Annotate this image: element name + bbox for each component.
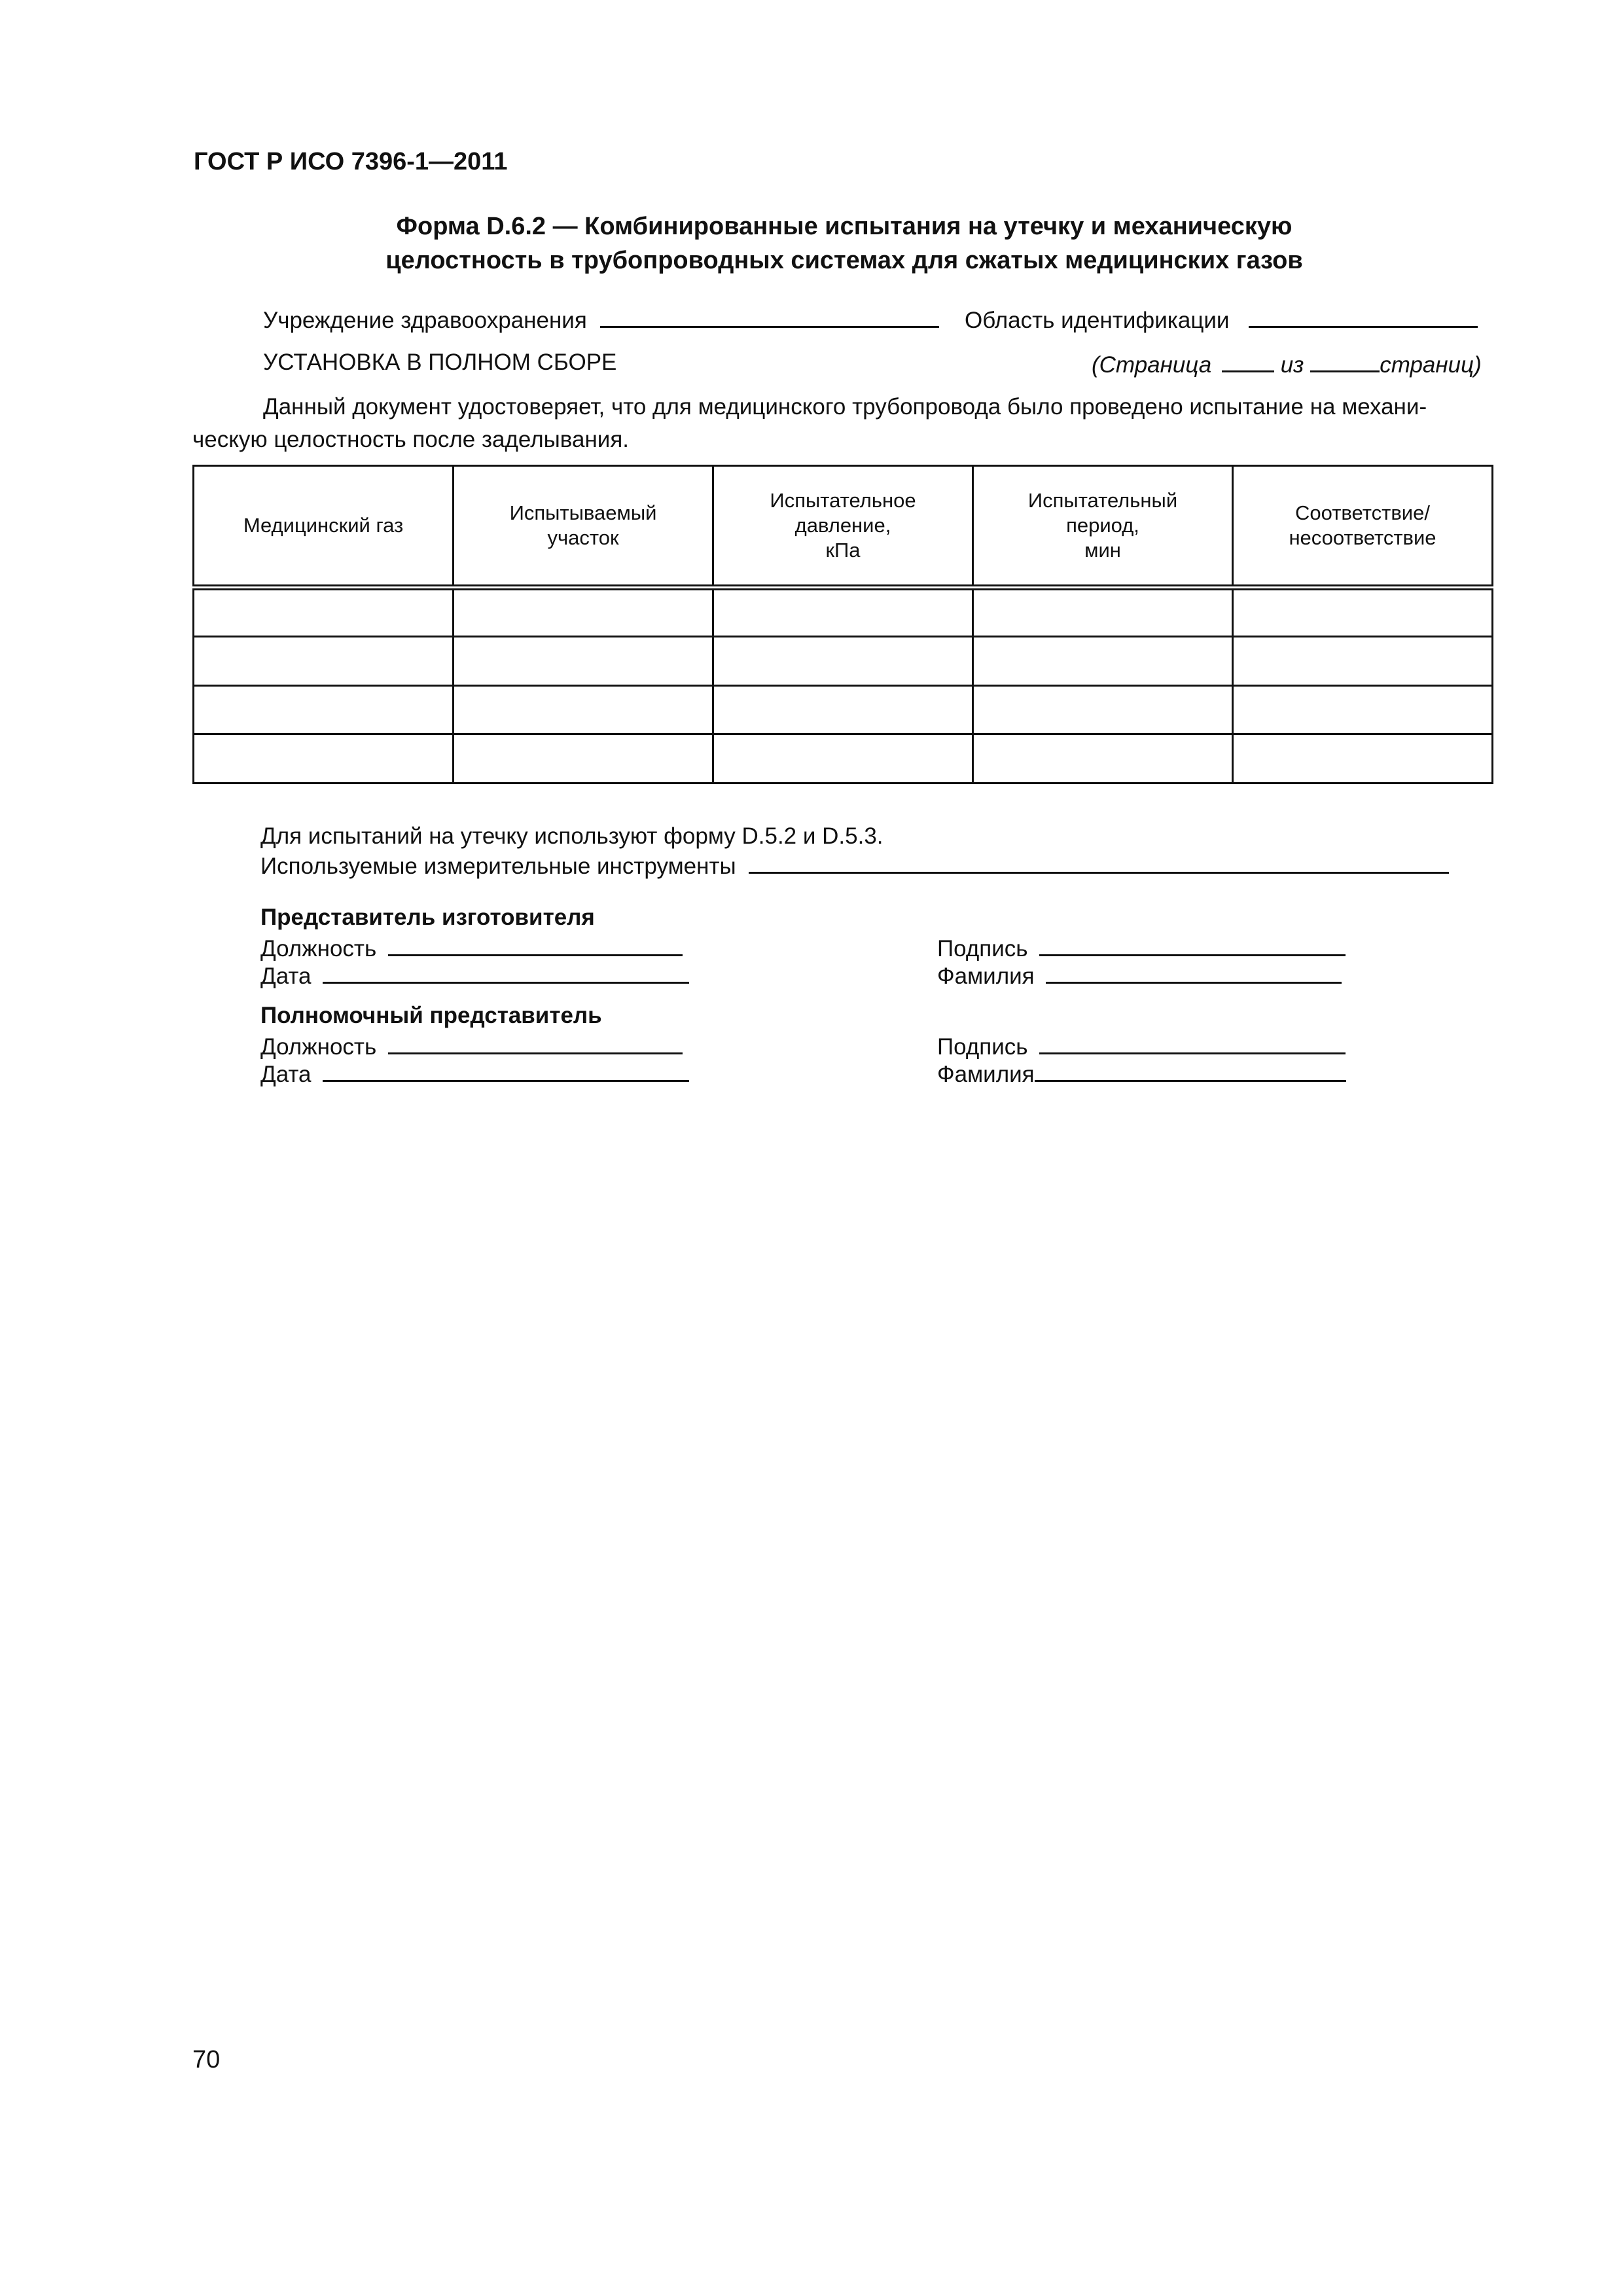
- table-cell[interactable]: [1233, 588, 1493, 637]
- manufacturer-surname-label: Фамилия: [937, 963, 1035, 989]
- table-cell[interactable]: [194, 636, 454, 685]
- intro-line-1: Данный документ удостоверяет, что для медицинского трубопровода было проведено испытание на механи-: [263, 394, 1427, 420]
- table-cell[interactable]: [713, 685, 973, 734]
- page-suffix: страниц): [1380, 352, 1482, 378]
- manufacturer-heading: Представитель изготовителя: [260, 905, 595, 930]
- id-area-row: [965, 305, 1478, 334]
- authorized-signature-row: [937, 1031, 1346, 1060]
- manufacturer-signature-label: Подпись: [937, 936, 1028, 961]
- manufacturer-position-row: [260, 933, 683, 962]
- table-cell[interactable]: [973, 685, 1233, 734]
- table-cell[interactable]: [454, 685, 713, 734]
- manufacturer-surname-row: [937, 961, 1342, 990]
- form-title-line-1: Форма D.6.2 — Комбинированные испытания на утечку и механическую: [396, 213, 1293, 240]
- installation-label: УСТАНОВКА В ПОЛНОМ СБОРЕ: [263, 350, 617, 375]
- manufacturer-signature-field[interactable]: [1039, 933, 1346, 956]
- table-cell[interactable]: [194, 588, 454, 637]
- header-compliance: Соответствие/ несоответствие: [1233, 466, 1493, 588]
- page-field[interactable]: [1222, 350, 1274, 372]
- page-count-row: [1092, 350, 1482, 378]
- table-cell[interactable]: [454, 588, 713, 637]
- test-results-table: [192, 465, 1493, 784]
- instruments-row: [260, 851, 1449, 880]
- header-test-section: Испытываемый участок: [454, 466, 713, 588]
- table-cell[interactable]: [1233, 636, 1493, 685]
- intro-line-2: ческую целостность после заделывания.: [192, 427, 629, 452]
- table-row: [194, 685, 1493, 734]
- table-row: [194, 734, 1493, 783]
- id-area-label: Область идентификации: [965, 308, 1230, 333]
- manufacturer-signature-row: [937, 933, 1346, 962]
- table-cell[interactable]: [713, 636, 973, 685]
- manufacturer-surname-field[interactable]: [1046, 961, 1342, 984]
- institution-label: Учреждение здравоохранения: [263, 308, 587, 333]
- authorized-position-field[interactable]: [388, 1031, 683, 1054]
- authorized-position-label: Должность: [260, 1034, 377, 1060]
- authorized-position-row: [260, 1031, 683, 1060]
- authorized-signature-field[interactable]: [1039, 1031, 1346, 1054]
- manufacturer-date-label: Дата: [260, 963, 312, 989]
- table-cell[interactable]: [194, 685, 454, 734]
- authorized-surname-field[interactable]: [1035, 1059, 1346, 1082]
- table-cell[interactable]: [1233, 734, 1493, 783]
- authorized-surname-label: Фамилия: [937, 1062, 1035, 1087]
- manufacturer-date-row: [260, 961, 689, 990]
- header-medical-gas: Медицинский газ: [194, 466, 454, 588]
- authorized-date-label: Дата: [260, 1062, 312, 1087]
- manufacturer-date-field[interactable]: [323, 961, 689, 984]
- table-row: [194, 636, 1493, 685]
- header-test-pressure: Испытательное давление, кПа: [713, 466, 973, 588]
- authorized-date-row: [260, 1059, 689, 1088]
- instruments-label: Используемые измерительные инструменты: [260, 853, 736, 879]
- page-mid: из: [1280, 352, 1304, 378]
- table-cell[interactable]: [194, 734, 454, 783]
- table-cell[interactable]: [1233, 685, 1493, 734]
- id-area-field[interactable]: [1249, 305, 1478, 328]
- table-cell[interactable]: [454, 734, 713, 783]
- page-prefix: (Страница: [1092, 352, 1212, 378]
- table-cell[interactable]: [973, 734, 1233, 783]
- authorized-heading: Полномочный представитель: [260, 1003, 602, 1028]
- manufacturer-position-field[interactable]: [388, 933, 683, 956]
- page-number: 70: [192, 2046, 221, 2073]
- authorized-surname-row: [937, 1059, 1346, 1088]
- leak-forms-note: Для испытаний на утечку используют форму D.5.2 и D.5.3.: [260, 823, 883, 849]
- institution-row: [263, 305, 939, 334]
- total-pages-field[interactable]: [1310, 350, 1380, 372]
- table-cell[interactable]: [973, 636, 1233, 685]
- table-cell[interactable]: [973, 588, 1233, 637]
- table-cell[interactable]: [713, 588, 973, 637]
- header-test-period: Испытательный период, мин: [973, 466, 1233, 588]
- document-code: ГОСТ Р ИСО 7396-1—2011: [194, 148, 508, 175]
- table-cell[interactable]: [454, 636, 713, 685]
- institution-field[interactable]: [600, 305, 939, 328]
- form-title-line-2: целостность в трубопроводных системах для сжатых медицинских газов: [385, 247, 1303, 274]
- table-header-row: [194, 466, 1493, 588]
- manufacturer-position-label: Должность: [260, 936, 377, 961]
- instruments-field[interactable]: [749, 851, 1449, 874]
- authorized-date-field[interactable]: [323, 1059, 689, 1082]
- table-cell[interactable]: [713, 734, 973, 783]
- authorized-signature-label: Подпись: [937, 1034, 1028, 1060]
- table-row: [194, 588, 1493, 637]
